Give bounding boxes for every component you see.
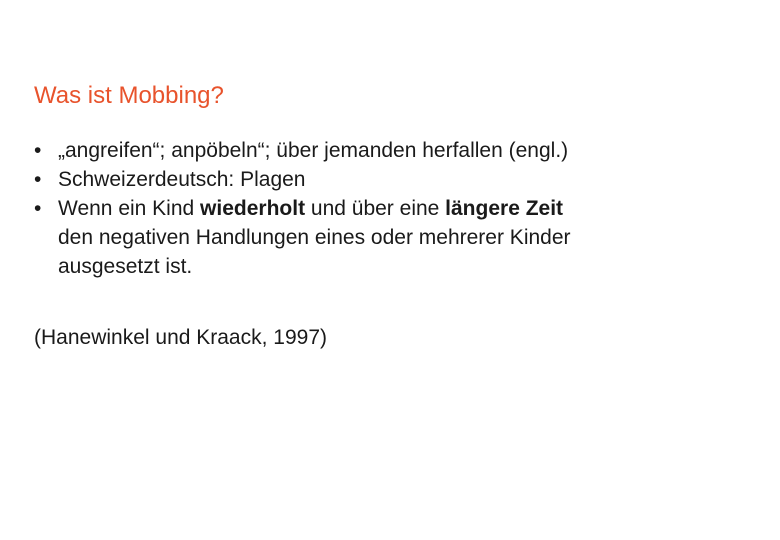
emphasis-laengere-zeit: längere Zeit	[445, 197, 564, 220]
bullet-text-line-3: ausgesetzt ist.	[58, 255, 193, 278]
emphasis-wiederholt: wiederholt	[200, 197, 306, 220]
bullet-list	[34, 136, 754, 281]
bullet-text: „angreifen“; anpöbeln“; über jemanden herfallen (engl.)	[58, 139, 569, 162]
text-segment: und über eine	[305, 197, 446, 220]
bullet-icon: •	[34, 139, 42, 162]
bullet-item-1	[34, 136, 754, 165]
bullet-item-3	[34, 194, 754, 281]
slide-title: Was ist Mobbing?	[34, 82, 224, 109]
bullet-text-line-2: den negativen Handlungen eines oder mehrerer Kinder	[58, 226, 571, 249]
citation: (Hanewinkel und Kraack, 1997)	[34, 326, 327, 349]
bullet-icon: •	[34, 197, 42, 220]
bullet-text-line-1	[58, 194, 754, 223]
bullet-icon: •	[34, 168, 42, 191]
bullet-text: Schweizerdeutsch: Plagen	[58, 168, 306, 191]
bullet-item-2	[34, 165, 754, 194]
text-segment: Wenn ein Kind	[58, 197, 201, 220]
